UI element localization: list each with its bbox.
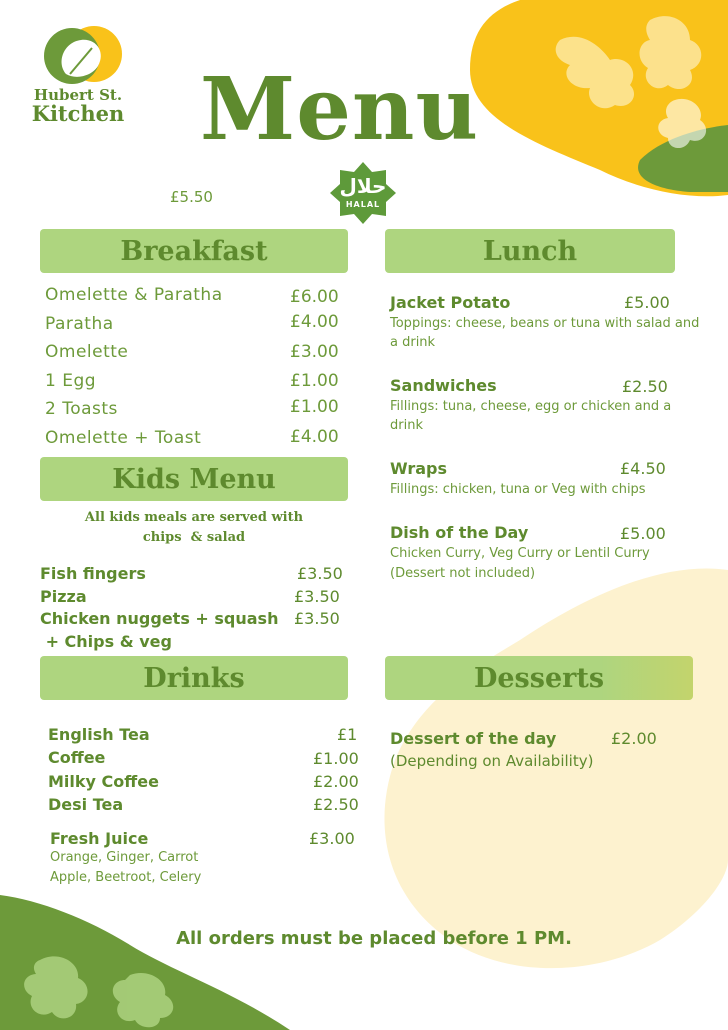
list-item: Milky Coffee [48,772,159,791]
list-item-price: £2.00 [313,772,359,791]
list-item: Dish of the Day [390,523,529,542]
list-item-price: £4.00 [290,312,339,332]
list-item-price: £3.50 [297,564,343,583]
list-item-price: £1.00 [290,397,339,417]
loose-price: £5.50 [170,188,213,206]
list-item: Sandwiches [390,376,497,395]
footer-note: All orders must be placed before 1 PM. [176,928,572,949]
list-item-desc: (Depending on Availability) [390,752,594,770]
list-item-price: £2.00 [611,729,657,748]
list-item-desc: Toppings: cheese, beans or tuna with salad and [390,316,700,331]
list-item-price: £3.50 [294,587,340,606]
list-item: 2 Toasts [45,399,118,419]
list-item-price: £2.50 [622,377,668,396]
list-item-price: £1 [337,725,358,744]
list-item-desc: (Dessert not included) [390,566,536,581]
list-item-desc: Chicken Curry, Veg Curry or Lentil Curry [390,546,650,561]
list-item-price: £1.00 [290,371,339,391]
brand-line1: Hubert St. [33,86,123,104]
list-item-price: £5.00 [624,293,670,312]
halal-label: HALAL [345,200,381,209]
list-item-price: £1.00 [313,749,359,768]
list-item-desc: Fillings: tuna, cheese, egg or chicken and a [390,399,672,414]
list-item-price: £5.00 [620,524,666,543]
list-item-extra: + Chips & veg [40,632,172,651]
kids-note-line2: chips & salad [142,530,246,545]
list-item: Chicken nuggets + squash [40,609,279,628]
list-item: Omelette + Toast [45,428,202,448]
list-item-price: £6.00 [290,287,339,307]
list-item: Paratha [45,314,114,334]
list-item: Dessert of the day [390,729,557,748]
list-item: English Tea [48,725,150,744]
halal-badge [330,162,396,224]
list-item-price: £4.00 [290,427,339,447]
kids-note-line1: All kids meals are served with [84,510,304,525]
list-item-desc: Orange, Ginger, Carrot [50,850,199,865]
brand-line2: Kitchen [31,101,125,126]
list-item-desc: Apple, Beetroot, Celery [50,870,202,885]
list-item-desc: Fillings: chicken, tuna or Veg with chips [390,482,646,497]
breakfast-heading: Breakfast [40,229,348,273]
list-item: Fish fingers [40,564,146,583]
page-title: Menu [200,59,479,160]
list-item-price: £2.50 [313,795,359,814]
drinks-heading: Drinks [40,656,348,700]
list-item-price: £3.00 [309,829,355,848]
list-item: 1 Egg [45,371,97,391]
list-item: Omelette & Paratha [45,285,223,305]
logo [26,24,130,124]
list-item-price: £3.50 [294,609,340,628]
list-item: Coffee [48,748,106,767]
list-item: Desi Tea [48,795,124,814]
list-item-price: £3.00 [290,342,339,362]
desserts-heading: Desserts [385,656,693,700]
list-item: Omelette [45,342,129,362]
list-item-desc: a drink [390,335,436,350]
list-item-price: £4.50 [620,459,666,478]
list-item: Fresh Juice [50,829,149,848]
list-item: Jacket Potato [390,293,511,312]
halal-arabic: حلال [339,174,387,198]
lunch-heading: Lunch [385,229,675,273]
list-item: Wraps [390,459,448,478]
kids-menu-heading: Kids Menu [40,457,348,501]
list-item-desc: drink [390,418,423,433]
leaf-logo-icon [26,24,130,86]
list-item: Pizza [40,587,87,606]
